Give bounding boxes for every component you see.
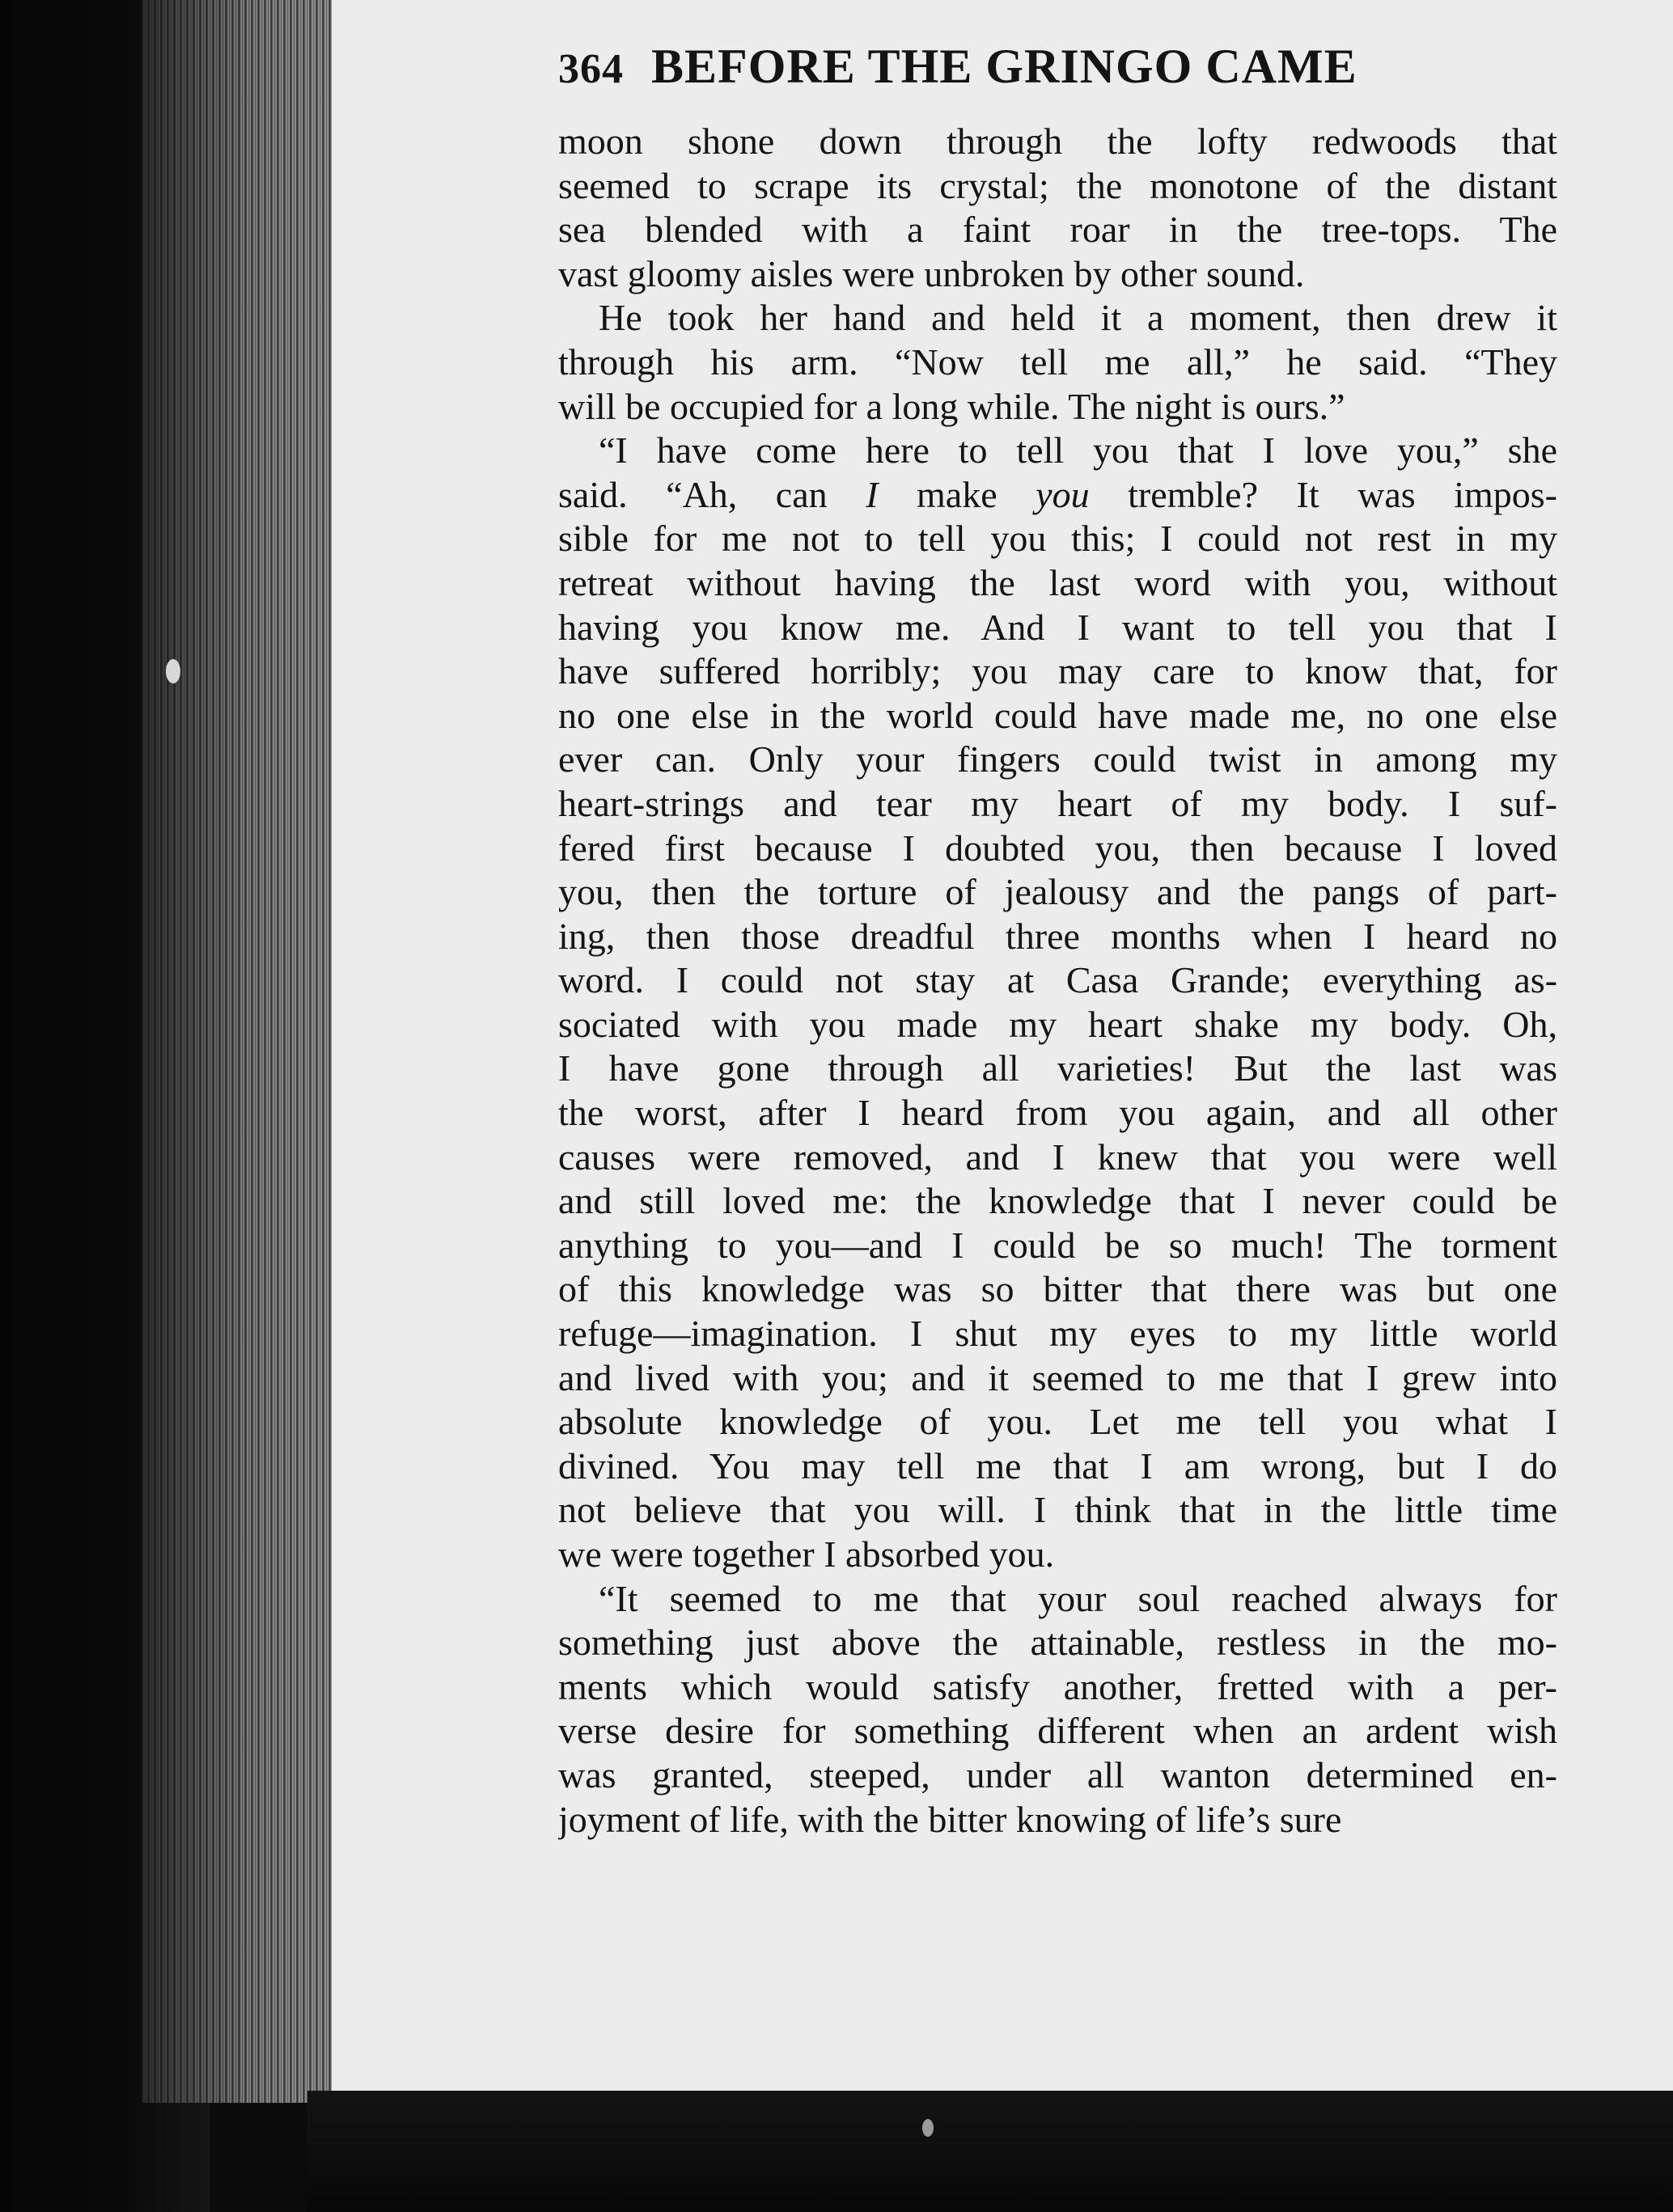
- scan-speck: [166, 659, 180, 683]
- text-line: divined. You may tell me that I am wrong, but I do: [558, 1444, 1557, 1487]
- page-text: [558, 39, 1557, 1842]
- text-line: something just above the attainable, restless in the mo-: [558, 1622, 1557, 1664]
- page-number: 364: [558, 46, 624, 92]
- text-line: vast gloomy aisles were unbroken by other sound.: [558, 252, 1305, 294]
- text-line: ever can. Only your fingers could twist in among my: [558, 738, 1557, 780]
- text-line: having you know me. And I want to tell you that I: [558, 606, 1557, 648]
- scan-speck: [922, 2119, 934, 2137]
- text-line: the worst, after I heard from you again, and all other: [558, 1092, 1557, 1134]
- text-line: ing, then those dreadful three months when I heard no: [558, 915, 1557, 957]
- text-line: through his arm. “Now tell me all,” he said. “They: [558, 340, 1557, 383]
- text-line: and lived with you; and it seemed to me that I grew into: [558, 1356, 1557, 1398]
- text-line: seemed to scrape its crystal; the monotone of the distant: [558, 164, 1557, 206]
- text-line: moon shone down through the lofty redwoods that: [558, 121, 1557, 162]
- text-line: He took her hand and held it a moment, then drew it: [599, 297, 1557, 339]
- text-line: absolute knowledge of you. Let me tell you what I: [558, 1401, 1557, 1443]
- text-line: said. “Ah, can I make you tremble? It was impos-: [558, 473, 1557, 515]
- text-line: fered first because I doubted you, then because I loved: [558, 827, 1557, 869]
- text-line: sociated with you made my heart shake my body. Oh,: [558, 1003, 1557, 1045]
- text-line: heart-strings and tear my heart of my body. I suf-: [558, 782, 1557, 824]
- text-line: “It seemed to me that your soul reached always for: [599, 1577, 1557, 1619]
- text-line: anything to you—and I could be so much! The torment: [558, 1224, 1557, 1266]
- emphasis: I: [866, 473, 879, 515]
- book-title: BEFORE THE GRINGO CAME: [651, 40, 1357, 93]
- text-line: you, then the torture of jealousy and the pangs of part-: [558, 871, 1557, 913]
- text-line: joyment of life, with the bitter knowing of life’s sure: [558, 1798, 1342, 1840]
- running-head: [558, 39, 1557, 120]
- text-line: sible for me not to tell you this; I could not rest in my: [558, 518, 1557, 560]
- text-line: have suffered horribly; you may care to know that, for: [558, 650, 1557, 692]
- text-line: was granted, steeped, under all wanton determined en-: [558, 1753, 1557, 1795]
- body-text: [558, 120, 1557, 1842]
- emphasis: you: [1036, 473, 1090, 515]
- text-line: “I have come here to tell you that I love you,” she: [599, 429, 1557, 472]
- text-line: no one else in the world could have made me, no one else: [558, 694, 1557, 736]
- text-line: verse desire for something different when an ardent wish: [558, 1710, 1557, 1752]
- text-line: ments which would satisfy another, fretted with a per-: [558, 1665, 1557, 1707]
- text-line: we were together I absorbed you.: [558, 1533, 1055, 1575]
- page-bottom-shadow: [307, 2091, 1673, 2212]
- text-line: word. I could not stay at Casa Grande; everything as-: [558, 959, 1557, 1001]
- text-line: refuge—imagination. I shut my eyes to my little world: [558, 1313, 1557, 1355]
- text-line: will be occupied for a long while. The night is ours.”: [558, 385, 1345, 427]
- page-edge-shading: [142, 0, 348, 2103]
- text-line: retreat without having the last word with you, without: [558, 561, 1557, 603]
- text-line: not believe that you will. I think that in the little time: [558, 1489, 1557, 1531]
- text-line: I have gone through all varieties! But the last was: [558, 1047, 1557, 1089]
- text-line: sea blended with a faint roar in the tree-tops. The: [558, 209, 1557, 251]
- text-line: causes were removed, and I knew that you were well: [558, 1136, 1557, 1178]
- text-line: and still loved me: the knowledge that I never could be: [558, 1180, 1557, 1222]
- text-line: of this knowledge was so bitter that there was but one: [558, 1268, 1557, 1310]
